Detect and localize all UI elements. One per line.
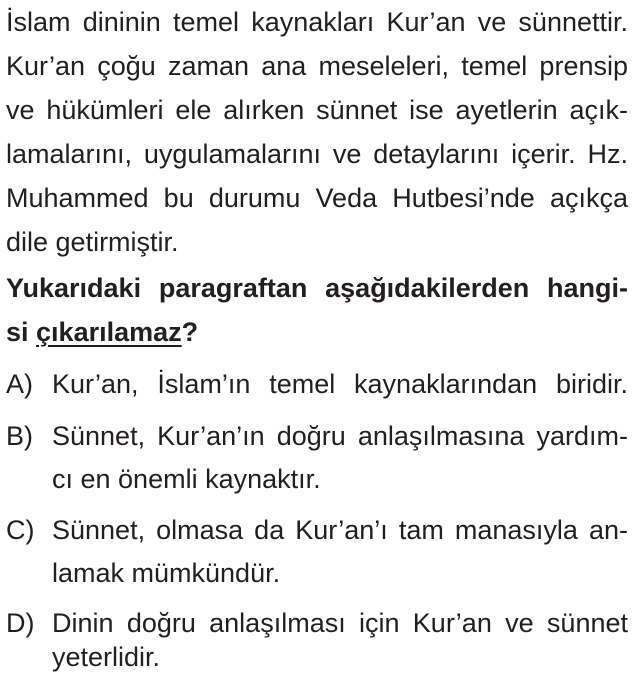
paragraph-line: Kur’an çoğu zaman ana meseleleri, temel prensip — [6, 51, 628, 81]
option-text: Sünnet, olmasa da Kur’an’ı tam manasıyla an- — [52, 515, 628, 545]
option-letter: A) — [6, 369, 33, 399]
question-prefix: si — [6, 317, 37, 347]
option-text: lamak mümkündür. — [52, 558, 281, 588]
option-letter: D) — [6, 608, 35, 638]
question-keyword: çıkarılamaz — [36, 317, 182, 347]
paragraph-line: dile getirmiştir. — [6, 227, 179, 257]
option-letter: C) — [6, 515, 35, 545]
option-letter: B) — [6, 421, 33, 451]
option-text: Kur’an, İslam’ın temel kaynaklarından biridir. — [52, 369, 628, 399]
paragraph-line: Muhammed bu durumu Veda Hutbesi’nde açıkça — [6, 183, 628, 213]
option-text: yeterlidir. — [52, 642, 161, 672]
paragraph-line: lamalarını, uygulamalarını ve detaylarını içerir. Hz. — [6, 139, 628, 169]
paragraph-line: ve hükümleri ele alırken sünnet ise ayetlerin açık- — [6, 95, 628, 125]
question-mark: ? — [181, 317, 199, 347]
question-line — [6, 316, 198, 348]
option-text: cı en önemli kaynaktır. — [52, 464, 321, 494]
option-text: Sünnet, Kur’an’ın doğru anlaşılmasına yardım- — [52, 421, 628, 451]
question-line: Yukarıdaki paragraftan aşağıdakilerden hangi- — [6, 273, 628, 303]
paragraph-line: İslam dininin temel kaynakları Kur’an ve sünnettir. — [6, 7, 628, 37]
option-text: Dinin doğru anlaşılması için Kur’an ve sünnet — [52, 608, 628, 638]
